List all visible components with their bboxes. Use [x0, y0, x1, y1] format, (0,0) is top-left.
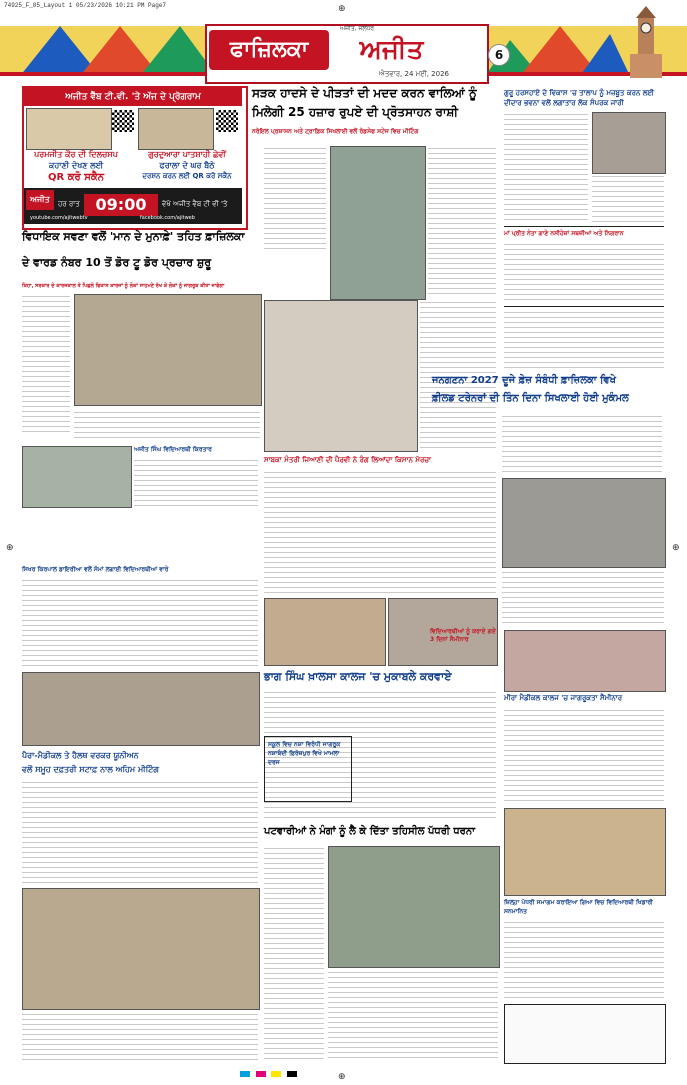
story10-photo — [504, 630, 666, 692]
print-color-bar — [0, 1071, 687, 1085]
page-number: 6 — [488, 44, 510, 66]
students-photo-1 — [22, 446, 132, 508]
story5-photo — [502, 478, 666, 568]
story4-column-2 — [74, 410, 260, 440]
ad-every-day: ਹਰ ਰਾਤ — [58, 200, 80, 208]
story14-column-2 — [328, 970, 498, 1060]
story1-headline-2: ਮਿਲੇਗੀ 25 ਹਜ਼ਾਰ ਰੁਪਏ ਦੀ ਪ੍ਰੋਤਸਾਹਨ ਰਾਸ਼ੀ — [252, 105, 459, 119]
story12-photo — [22, 888, 260, 1010]
masthead-title-right: ਅਜੀਤ — [359, 35, 424, 65]
ad-photo-left — [26, 108, 112, 150]
story12-text-2 — [22, 1012, 258, 1062]
story5-headline-1: ਜਨਗਣਨਾ 2027 ਦੂਜੇ ਫ਼ੇਜ਼ ਸੰਬੰਧੀ ਫ਼ਾਜ਼ਿਲਕਾ ਵਿਖੇ — [432, 375, 616, 386]
story4-headline-2: ਦੇ ਵਾਰਡ ਨੰਬਰ 10 ਤੋਂ ਡੋਰ ਟੂ ਡੋਰ ਪ੍ਰਚਾਰ ਸ਼ੁਰੂ — [22, 256, 212, 269]
story12-text — [22, 780, 258, 884]
qr-code-right-icon[interactable] — [216, 110, 238, 132]
story12-headline-2: ਵਲੋਂ ਸਮੂਹ ਦਫ਼ਤਰੀ ਸਟਾਫ਼ ਨਾਲ ਅਹਿਮ ਮੀਟਿੰਗ — [22, 765, 159, 774]
story14-photo — [328, 846, 500, 968]
story8-photo — [22, 672, 260, 746]
story5-headline-2: ਫ਼ੀਲਡ ਟਰੇਨਰਾਂ ਦੀ ਤਿੰਨ ਦਿਨਾ ਸਿਖਲਾਈ ਹੋਈ ਮੁਕੰਮਲ — [432, 393, 629, 404]
story6-headline: ਸਾਬਕਾ ਮੰਤਰੀ ਜਿਆਣੀ ਦੀ ਪੈਰਵੀ ਨੇ ਰੰਗ ਲਿਆਂਦਾ ਕਿਸਾਨ ਮੋਰਚਾ — [264, 456, 432, 464]
ad-right-line1: ਗੁਰਦੁਆਰਾ ਪਾਤਸ਼ਾਹੀ ਛੇਵੀਂ — [148, 150, 226, 159]
story11-photo — [504, 808, 666, 896]
story2-photo — [592, 112, 666, 174]
yellow-swatch-icon — [271, 1071, 281, 1077]
story15-headline: ਜ਼ਿਲ੍ਹਾ ਪੱਧਰੀ ਸਮਾਗਮ ਕਰਾਇਆ ਗਿਆ ਵਿਚ ਵਿਦਿਆਰਥੀ ਖਿਡਾਰੀ ਸਨਮਾਨਿਤ — [504, 899, 653, 915]
ad-right-line2: ਫਰਾਲਾ ਦੇ ਘਰ ਬੈਠੇ — [159, 161, 215, 170]
story6-text — [264, 470, 496, 594]
story7-headline: ਅਜੀਤ ਸਿੰਘ ਵਿਦਿਆਰਥੀ ਕਿਰਤਾਰ — [134, 446, 212, 453]
ad-left-line1: ਪਰਮਜੀਤ ਕੌਰ ਦੀ ਦਿਲਚਸਪ — [34, 150, 118, 159]
ad-header: ਅਜੀਤ ਵੈੱਬ ਟੀ.ਵੀ. 'ਤੇ ਅੱਜ ਦੇ ਪ੍ਰੋਗਰਾਮ — [24, 88, 242, 106]
story9-photo-1 — [264, 598, 386, 666]
imprint-box — [504, 1004, 666, 1064]
story8-text — [22, 578, 258, 668]
ad-time: 09:00 — [84, 194, 158, 216]
registration-mark-right-icon: ⊕ — [672, 543, 680, 553]
divider — [504, 226, 664, 227]
story9-headline: ਭਾਗ ਸਿੰਘ ਖ਼ਾਲਸਾ ਕਾਲਜ 'ਚ ਮੁਕਾਬਲੇ ਕਰਵਾਏ — [264, 670, 452, 683]
story5-column-2 — [502, 570, 664, 626]
ad-facebook[interactable]: facebook.com/ajitweb — [140, 215, 195, 221]
story11-headline: ਮੀਰਾ ਮੈਡੀਕਲ ਕਾਲਜ 'ਚ ਜਾਗਰੂਕਤਾ ਸੈਮੀਨਾਰ — [504, 694, 623, 702]
story1-subhead: ਨਰੋਇਲ ਪ੍ਰਸ਼ਾਸਨ ਅਤੇ ਟ੍ਰਾਫ਼ਿਕ ਸਿਖਲਾਈ ਵਲੋਂ ਰੋਡਸੇਫ ਸਟੇਜ ਵਿਚ ਮੀਟਿੰਗ — [252, 128, 419, 135]
story8-headline: ਸਿਖਰ ਕਿਰਪਾਲ ਡਾਇਰੀਆ ਵਲੋਂ ਸੋਮਾਂ ਲਗਾਈ ਵਿਦਿਆਰਥੀਆਂ ਵਾਰੇ — [22, 566, 169, 573]
story1-headline-1: ਸੜਕ ਹਾਦਸੇ ਦੇ ਪੀੜਤਾਂ ਦੀ ਮਦਦ ਕਰਨ ਵਾਲਿਆਂ ਨੂੰ — [252, 86, 477, 100]
black-swatch-icon — [287, 1071, 297, 1077]
divider — [504, 306, 664, 307]
story4-headline-1: ਵਿਧਾਇਕ ਸਵਣਾ ਵਲੋਂ 'ਮਾਨ ਦੇ ਮੁਨਾਫ਼ੇ' ਤਹਿਤ ਫ਼ਾਜ਼ਿਲਕਾ — [22, 230, 245, 243]
story10-headline: ਵਿਦਿਆਰਥੀਆਂ ਨੂੰ ਕਰਾਏ ਗਏ 3 ਦਿਨਾਂ ਸੈਮੀਨਾਰ — [430, 628, 496, 643]
qr-code-left-icon[interactable] — [112, 110, 134, 132]
ad-right-line3: ਦਰਸ਼ਨ ਕਰਨ ਲਈ QR ਕਰੋ ਸਕੈਨ — [142, 172, 232, 180]
ad-watch: ਵੇਖੋ ਅਜੀਤ ਵੈਬ ਟੀ ਵੀ 'ਤੇ — [162, 200, 228, 208]
story14-headline: ਪਟਵਾਰੀਆਂ ਨੇ ਮੰਗਾਂ ਨੂੰ ਲੈ ਕੇ ਦਿੱਤਾ ਤਹਿਸੀਲ ਪੱਧਰੀ ਧਰਨਾ — [264, 826, 475, 837]
story5-column — [502, 414, 662, 474]
ad-left-line2: ਕਹਾਣੀ ਦੇਖਣ ਲਈ — [48, 161, 104, 170]
story3-headline: ਮਾਂ ਪ੍ਰੀਤ ਨੇਤਾ ਗਾਣੇ ਨਸੀਹੇਜ਼ਾਂ ਸਬਜ਼ੀਆਂ ਅਤੇ ਨਿਗਰਾਨ — [504, 230, 624, 237]
print-slug: 74925_F_05_Layout 1 05/23/2026 10:21 PM Page7 — [4, 2, 167, 9]
story15-text — [504, 920, 664, 1000]
story1-column-1 — [264, 146, 326, 252]
registration-mark-left-icon: ⊕ — [6, 543, 14, 553]
ad-photo-right — [138, 108, 214, 150]
story12-headline-1: ਪੈਰਾ-ਮੈਡੀਕਲ ਤੇ ਹੈਲਥ ਵਰਕਰ ਯੂਨੀਅਨ — [22, 751, 139, 760]
center-photo-officials — [264, 300, 418, 452]
story11-text — [504, 708, 664, 804]
ad-left-line3: QR ਕਰੋ ਸਕੈਨ — [48, 172, 104, 183]
clocktower-icon — [626, 4, 666, 82]
story1-column-2 — [428, 146, 496, 298]
story4-column-1 — [22, 294, 70, 436]
registration-mark-top-icon: ⊕ — [338, 4, 346, 14]
magenta-swatch-icon — [256, 1071, 266, 1077]
masthead-title-left: ਫਾਜ਼ਿਲਕਾ — [209, 30, 329, 70]
masthead-date: ਐਤਵਾਰ, 24 ਮਈ, 2026 — [378, 70, 449, 78]
story2-column — [504, 112, 588, 224]
story3-text — [504, 242, 664, 304]
story3-text-2 — [504, 310, 664, 370]
story2-column-2 — [592, 174, 664, 224]
story4-photo — [74, 294, 262, 406]
story7-text — [134, 458, 258, 506]
cyan-swatch-icon — [240, 1071, 250, 1077]
ad-brand: ਅਜੀਤ — [26, 190, 54, 210]
ad-youtube[interactable]: youtube.com/ajitwebtv — [30, 215, 88, 221]
story13-headline: ਸਕੂਲ ਵਿਚ ਨਸ਼ਾ ਵਿਰੋਧੀ ਜਾਗਰੂਕ ਨਸ਼ਾਬੰਦੀ ਫ਼ਿਰੋਜ਼ਪੁਰ ਵਿਖੇ ਮਾਮਲਾ ਦਰਜ — [268, 741, 341, 766]
story1-photo — [330, 146, 426, 300]
story14-column-1 — [264, 846, 324, 1060]
story4-subhead: ਕਿਹਾ, ਸਰਕਾਰ ਦੇ ਕਾਰਜਕਾਲ ਤੇ ਪਿਛਲੇ ਵਿਕਾਸ ਕਾਰਜਾਂ ਨੂੰ ਲੋਕਾਂ ਸਾਹਮਣੇ ਰੱਖ ਕੇ ਲੋਕਾਂ ਨੂੰ ਜਾਗਰੂਕ ਕੀਤਾ ਜਾਵੇਗਾ — [22, 283, 225, 289]
story2-headline: ਗੁਰੂ ਹਰਸਹਾਏ ਦੇ ਵਿਕਾਸ 'ਚ ਤਾਲਾਪ ਨੂੰ ਮਜ਼ਬੂਤ ਕਰਨ ਲਈ ਦੀਦਾਰ ਭਵਨਾ ਵਲੋਂ ਲਗਾਤਾਰ ਲੋਕ ਸੰਪਰਕ ਜਾਰੀ — [504, 89, 654, 107]
registration-mark-bottom-icon: ⊕ — [338, 1072, 346, 1082]
masthead-small: ਅਜੀਤ, ਜਲੰਧਰ — [340, 25, 375, 32]
